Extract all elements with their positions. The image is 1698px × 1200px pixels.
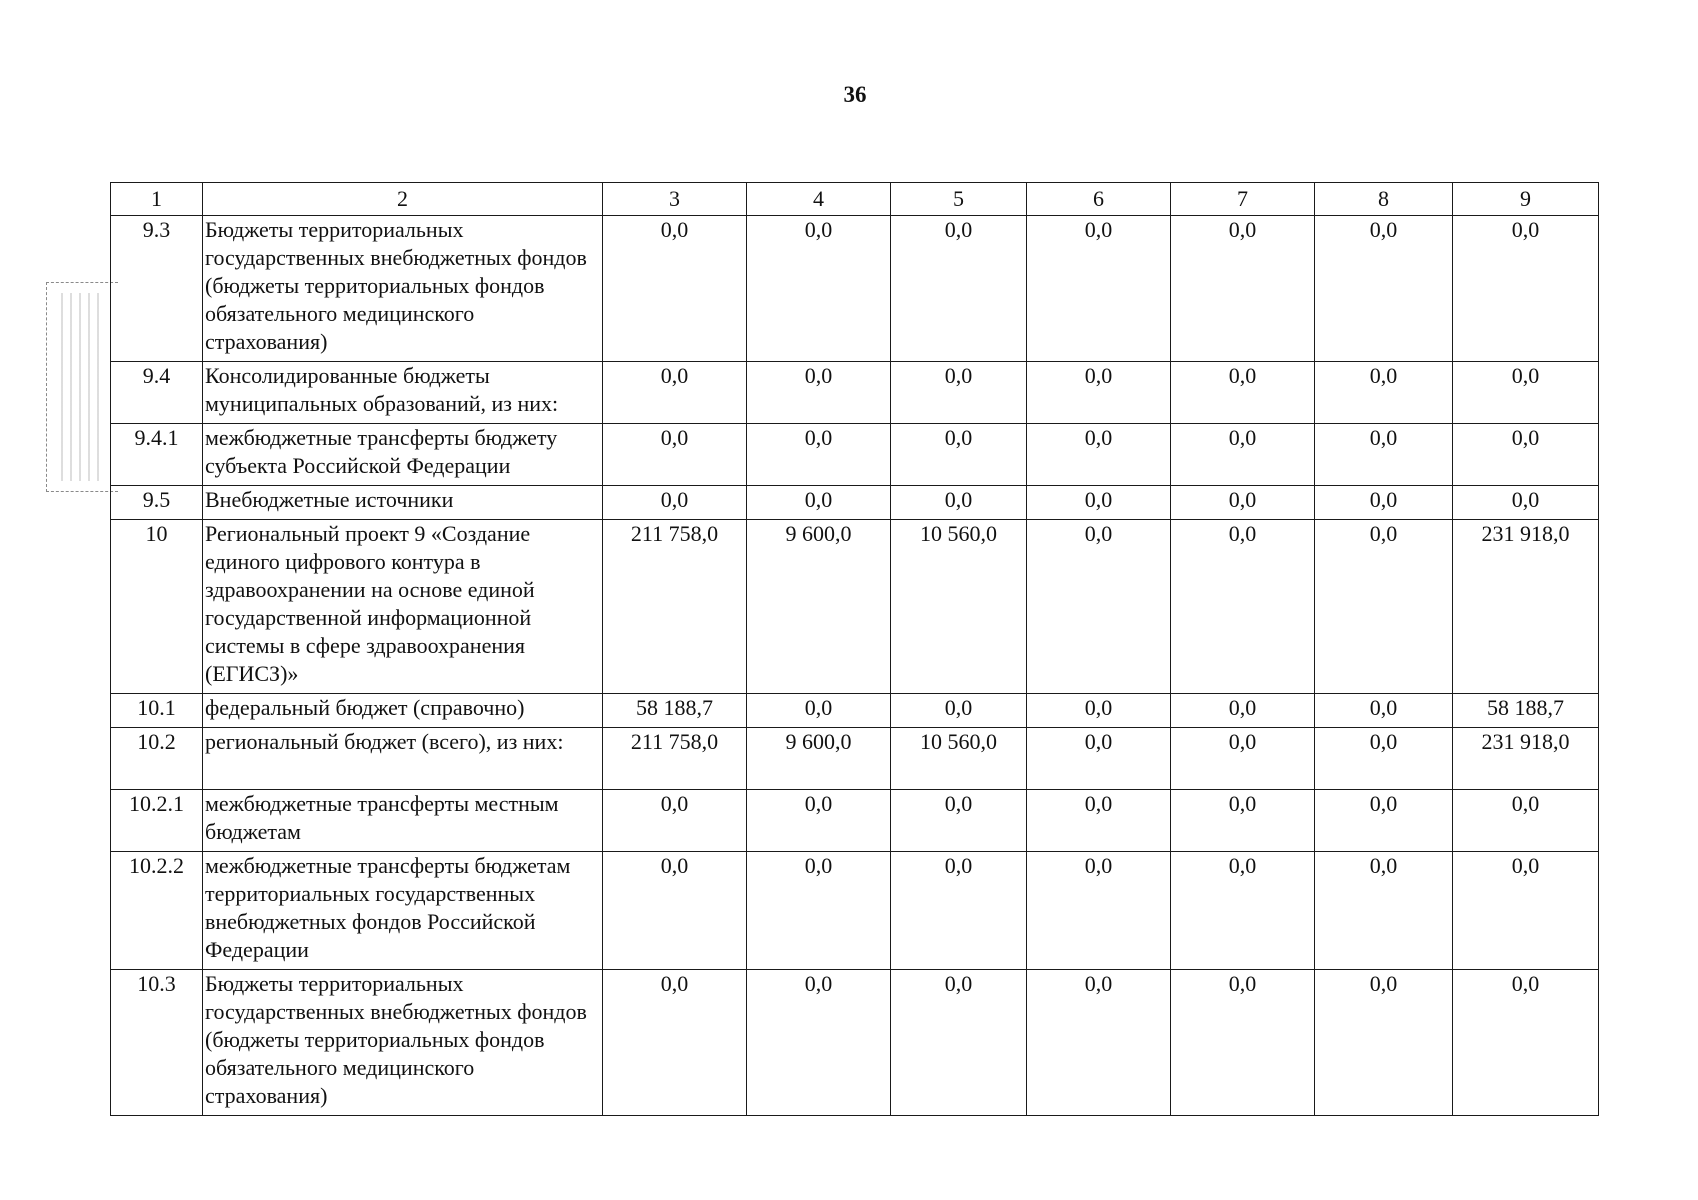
table-row	[111, 694, 1599, 728]
value-cell: 0,0	[1027, 362, 1171, 424]
value-cell: 0,0	[891, 970, 1027, 1116]
value-cell: 0,0	[747, 486, 891, 520]
row-number: 9.3	[111, 216, 203, 362]
table-row	[111, 520, 1599, 694]
value-cell: 0,0	[1315, 694, 1453, 728]
row-number: 10.3	[111, 970, 203, 1116]
stamp-marks	[61, 293, 105, 481]
value-cell: 0,0	[891, 362, 1027, 424]
value-cell: 231 918,0	[1453, 520, 1599, 694]
header-cell: 4	[747, 183, 891, 216]
table-row	[111, 790, 1599, 852]
value-cell: 0,0	[1171, 970, 1315, 1116]
value-cell: 0,0	[603, 362, 747, 424]
value-cell: 0,0	[603, 424, 747, 486]
row-name: Внебюджетные источники	[203, 486, 603, 520]
table-row	[111, 852, 1599, 970]
value-cell: 0,0	[747, 362, 891, 424]
value-cell: 0,0	[1453, 970, 1599, 1116]
header-cell: 5	[891, 183, 1027, 216]
value-cell: 0,0	[891, 790, 1027, 852]
value-cell: 0,0	[1171, 852, 1315, 970]
page-number: 36	[843, 82, 867, 107]
value-cell: 0,0	[603, 852, 747, 970]
value-cell: 0,0	[1171, 694, 1315, 728]
value-cell: 0,0	[747, 852, 891, 970]
value-cell: 0,0	[747, 790, 891, 852]
value-cell: 0,0	[1027, 694, 1171, 728]
header-cell: 1	[111, 183, 203, 216]
table-row	[111, 486, 1599, 520]
value-cell: 0,0	[1453, 852, 1599, 970]
budget-table	[110, 182, 1599, 1116]
value-cell: 0,0	[1315, 970, 1453, 1116]
value-cell: 0,0	[891, 852, 1027, 970]
value-cell: 0,0	[1315, 424, 1453, 486]
value-cell: 0,0	[1453, 486, 1599, 520]
value-cell: 0,0	[1171, 728, 1315, 790]
row-name: Бюджеты территориальных государственных внебюджетных фондов (бюджеты территориальных фондов обязательного медицинского страхования)	[203, 970, 603, 1116]
table-row	[111, 362, 1599, 424]
table-row	[111, 728, 1599, 790]
header-cell: 6	[1027, 183, 1171, 216]
value-cell: 0,0	[603, 790, 747, 852]
value-cell: 0,0	[1315, 728, 1453, 790]
header-cell: 9	[1453, 183, 1599, 216]
value-cell: 0,0	[1027, 790, 1171, 852]
table-row	[111, 424, 1599, 486]
value-cell: 0,0	[1453, 424, 1599, 486]
row-name: Бюджеты территориальных государственных внебюджетных фондов (бюджеты территориальных фондов обязательного медицинского страхования)	[203, 216, 603, 362]
value-cell: 231 918,0	[1453, 728, 1599, 790]
row-number: 9.5	[111, 486, 203, 520]
row-number: 10.1	[111, 694, 203, 728]
value-cell: 0,0	[603, 486, 747, 520]
value-cell: 10 560,0	[891, 728, 1027, 790]
value-cell: 0,0	[747, 970, 891, 1116]
value-cell: 0,0	[1315, 486, 1453, 520]
value-cell: 0,0	[1315, 790, 1453, 852]
row-name: межбюджетные трансферты бюджету субъекта Российской Федерации	[203, 424, 603, 486]
value-cell: 0,0	[1027, 486, 1171, 520]
value-cell: 0,0	[1027, 520, 1171, 694]
value-cell: 0,0	[1315, 520, 1453, 694]
header-row	[111, 183, 1599, 216]
value-cell: 9 600,0	[747, 520, 891, 694]
value-cell: 9 600,0	[747, 728, 891, 790]
row-name: межбюджетные трансферты бюджетам территориальных государственных внебюджетных фондов Российской Федерации	[203, 852, 603, 970]
value-cell: 0,0	[1453, 790, 1599, 852]
table-row	[111, 970, 1599, 1116]
value-cell: 0,0	[1315, 852, 1453, 970]
row-name: Региональный проект 9 «Создание единого цифрового контура в здравоохранении на основе единой государственной информационной системы в сфере здравоохранения (ЕГИСЗ)»	[203, 520, 603, 694]
value-cell: 0,0	[1171, 520, 1315, 694]
row-number: 10	[111, 520, 203, 694]
value-cell: 58 188,7	[1453, 694, 1599, 728]
row-name: региональный бюджет (всего), из них:	[203, 728, 603, 790]
value-cell: 0,0	[747, 216, 891, 362]
value-cell: 0,0	[1453, 216, 1599, 362]
row-name: Консолидированные бюджеты муниципальных образований, из них:	[203, 362, 603, 424]
value-cell: 0,0	[1027, 852, 1171, 970]
value-cell: 0,0	[1315, 362, 1453, 424]
value-cell: 0,0	[1171, 424, 1315, 486]
row-number: 10.2.2	[111, 852, 203, 970]
value-cell: 10 560,0	[891, 520, 1027, 694]
header-cell: 7	[1171, 183, 1315, 216]
value-cell: 0,0	[1453, 362, 1599, 424]
value-cell: 211 758,0	[603, 728, 747, 790]
value-cell: 0,0	[891, 216, 1027, 362]
row-number: 9.4.1	[111, 424, 203, 486]
header-cell: 3	[603, 183, 747, 216]
value-cell: 0,0	[1027, 216, 1171, 362]
value-cell: 211 758,0	[603, 520, 747, 694]
value-cell: 0,0	[747, 424, 891, 486]
side-stamp	[46, 282, 118, 492]
table-row	[111, 216, 1599, 362]
row-number: 10.2	[111, 728, 203, 790]
value-cell: 0,0	[891, 424, 1027, 486]
row-name: федеральный бюджет (справочно)	[203, 694, 603, 728]
value-cell: 58 188,7	[603, 694, 747, 728]
value-cell: 0,0	[1171, 216, 1315, 362]
value-cell: 0,0	[1171, 790, 1315, 852]
header-cell: 8	[1315, 183, 1453, 216]
value-cell: 0,0	[1171, 486, 1315, 520]
value-cell: 0,0	[747, 694, 891, 728]
value-cell: 0,0	[891, 486, 1027, 520]
header-cell: 2	[203, 183, 603, 216]
value-cell: 0,0	[1027, 728, 1171, 790]
value-cell: 0,0	[1027, 970, 1171, 1116]
row-number: 10.2.1	[111, 790, 203, 852]
value-cell: 0,0	[1171, 362, 1315, 424]
value-cell: 0,0	[891, 694, 1027, 728]
row-number: 9.4	[111, 362, 203, 424]
value-cell: 0,0	[603, 970, 747, 1116]
row-name: межбюджетные трансферты местным бюджетам	[203, 790, 603, 852]
value-cell: 0,0	[603, 216, 747, 362]
value-cell: 0,0	[1315, 216, 1453, 362]
value-cell: 0,0	[1027, 424, 1171, 486]
